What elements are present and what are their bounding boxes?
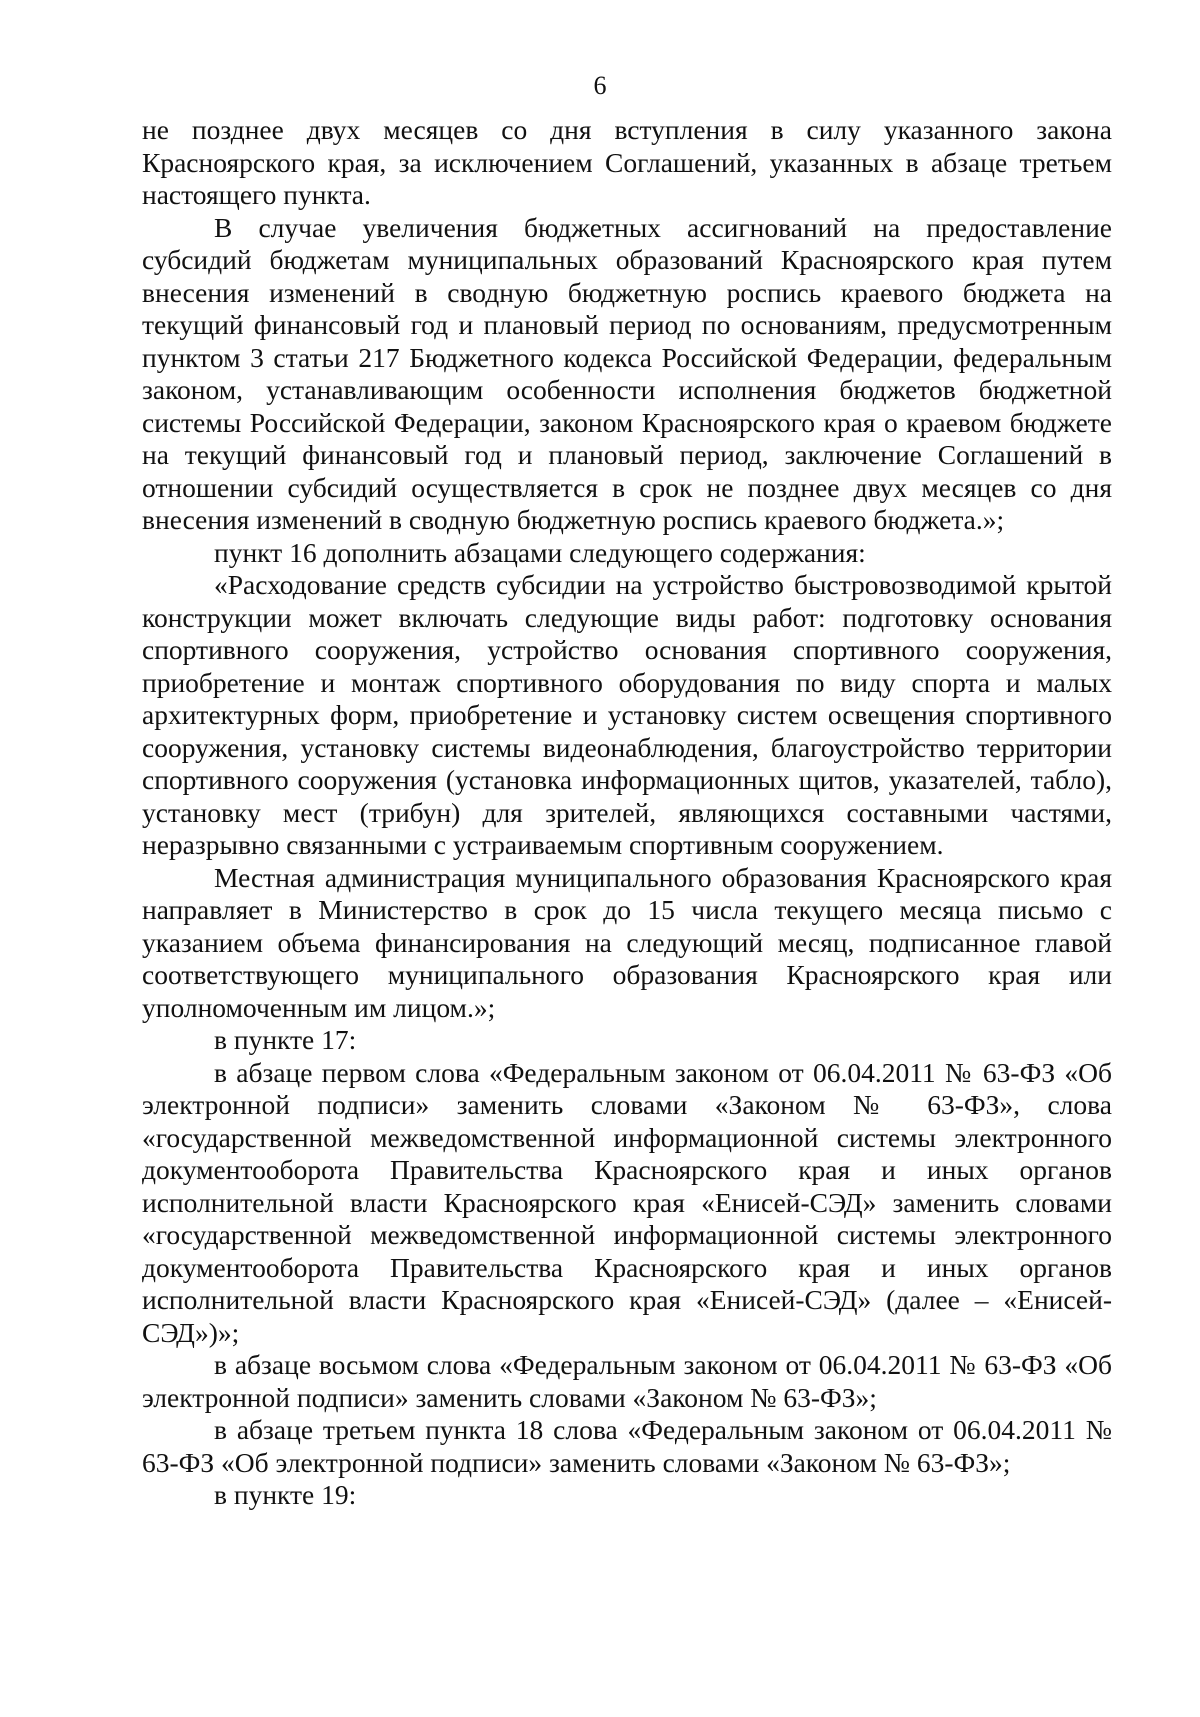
paragraph: Местная администрация муниципального образования Красноярского края направляет в Министерство в срок до 15 числа текущего месяца письмо с указанием объема финансирования на следующий месяц, подписанное главой соответствующего муниципального образования Красноярского края или уполномоченным им лицом.»; [142,861,1112,1023]
paragraph: в пункте 19: [214,1479,357,1510]
paragraph: не позднее двух месяцев со дня вступления в силу указанного закона Красноярского края, за исключением Соглашений, указанных в абзаце третьем настоящего пункта. [142,114,1112,210]
paragraph: в абзаце третьем пункта 18 слова «Федеральным законом от 06.04.2011 № 63-ФЗ «Об электронной подписи» заменить словами «Законом № 63-ФЗ»; [142,1414,1112,1478]
paragraph: В случае увеличения бюджетных ассигнований на предоставление субсидий бюджетам муниципальных образований Красноярского края путем внесения изменений в сводную бюджетную роспись краевого бюджета на текущий финансовый год и плановый период по основаниям, предусмотренным пунктом 3 статьи 217 Бюджетного кодекса Российской Федерации, федеральным законом, устанавливающим особенности исполнения бюджетов бюджетной системы Российской Федерации, законом Красноярского края о краевом бюджете на текущий финансовый год и плановый период, заключение Соглашений в отношении субсидий осуществляется в срок не позднее двух месяцев со дня внесения изменений в сводную бюджетную роспись краевого бюджета.»; [142,211,1112,535]
paragraph: в абзаце восьмом слова «Федеральным законом от 06.04.2011 № 63-ФЗ «Об электронной подписи» заменить словами «Законом № 63-ФЗ»; [142,1349,1112,1413]
paragraph: в пункте 17: [214,1024,357,1055]
paragraph: пункт 16 дополнить абзацами следующего содержания: [214,536,866,568]
paragraph: в абзаце первом слова «Федеральным законом от 06.04.2011 № 63-ФЗ «Об электронной подписи» заменить словами «Законом № 63-ФЗ», слова «государственной межведомственной информационной системы электронного документооборота Правительства Красноярского края и иных органов исполнительной власти Красноярского края «Енисей-СЭД» заменить словами «государственной межведомственной информационной системы электронного документооборота Правительства Красноярского края и иных органов исполнительной власти Красноярского края «Енисей-СЭД» (далее – «Енисей-СЭД»)»; [142,1056,1112,1348]
document-body [142,114,1112,1512]
paragraph: «Расходование средств субсидии на устройство быстровозводимой крытой конструкции может включать следующие виды работ: подготовку основания спортивного сооружения, устройство основания спортивного сооружения, приобретение и монтаж спортивного оборудования по виду спорта и малых архитектурных форм, приобретение и установку систем освещения спортивного сооружения, установку системы видеонаблюдения, благоустройство территории спортивного сооружения (установка информационных щитов, указателей, табло), установку мест (трибун) для зрителей, являющихся составными частями, неразрывно связанными с устраиваемым спортивным сооружением. [142,569,1112,860]
page-number: 6 [593,71,607,100]
